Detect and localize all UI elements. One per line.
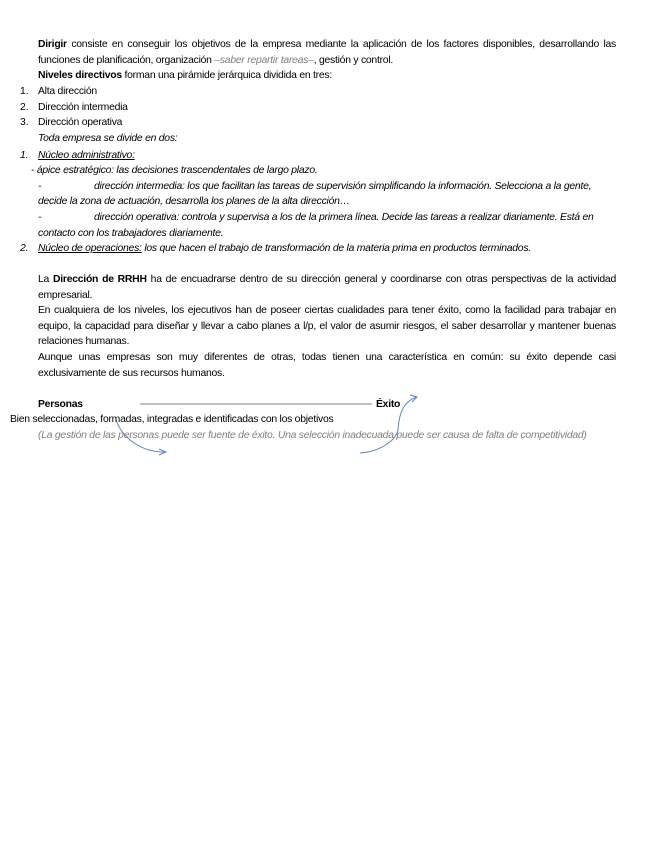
apex-line: - ápice estratégico: las decisiones trascendentales de largo plazo. — [31, 165, 318, 176]
nucleo-admin-number: 1. — [20, 150, 29, 161]
exito-label: Éxito — [376, 399, 401, 410]
personas-subline: Bien seleccionadas, formadas, integradas e identificadas con los objetivos — [10, 414, 334, 425]
diagram-note: (La gestión de las personas puede ser fuente de éxito. Una selección inadecuada puede ser causa de falta de competitividad) — [38, 430, 587, 441]
level-number: 3. — [20, 117, 29, 128]
rrhh-paragraph-3: Aunque unas empresas son muy diferentes de otras, todas tienen una característica en común: su éxito depende casi exclusivamente de sus recursos humanos. — [38, 352, 616, 379]
nucleo-operaciones-title: Núcleo de operaciones: — [38, 243, 142, 254]
level-number: 2. — [20, 102, 29, 113]
nucleo-operaciones-number: 2. — [20, 243, 29, 254]
level-number: 1. — [20, 86, 29, 97]
intermedia-dash: - — [38, 181, 42, 192]
niveles-term: Niveles directivos — [38, 70, 122, 81]
nucleo-admin-title: Núcleo administrativo: — [38, 150, 135, 161]
nucleo-operaciones-text: los que hacen el trabajo de transformación de la materia prima en productos terminados. — [141, 243, 531, 254]
personas-label: Personas — [38, 399, 83, 410]
rrhh-p1-pre: La — [38, 274, 54, 285]
level-item: Dirección operativa — [38, 117, 123, 128]
dirigir-text: consiste en conseguir los objetivos de la empresa mediante la aplicación de los factores disponibles, desarrollando las funciones de planificación, organización — [38, 39, 616, 66]
operativa-line2: contacto con los trabajadores diariamente. — [38, 228, 224, 239]
rrhh-term: Dirección de RRHH — [53, 274, 147, 285]
dirigir-aside: –saber repartir tareas– — [214, 54, 314, 66]
rrhh-paragraph-2: En cualquiera de los niveles, los ejecutivos han de poseer ciertas cualidades para tener éxito, como la facilidad para trabajar en equipo, la capacidad para diseñar y llevar a cabo planes a l/p, el valor de asumir riesgos, el saber desarrollar y mantener buenas relaciones humanas. — [38, 305, 616, 348]
level-item: Alta dirección — [38, 86, 97, 97]
intermedia-line1: dirección intermedia: los que facilitan las tareas de supervisión simplificando la información. Selecciona a la gente, — [94, 181, 592, 192]
niveles-text: forman una pirámide jerárquica dividida en tres: — [121, 70, 332, 81]
operativa-line1: dirección operativa: controla y supervisa a los de la primera línea. Decide las tareas a realizar diariamente. Está en — [94, 212, 594, 223]
rrhh-p1-text: ha de encuadrarse dentro de su dirección general y coordinarse con otras perspectivas de la actividad empresarial. — [38, 274, 616, 301]
division-intro: Toda empresa se divide en dos: — [38, 133, 178, 144]
intermedia-line2: decide la zona de actuación, desarrolla los planes de la alta dirección… — [38, 196, 350, 207]
level-item: Dirección intermedia — [38, 102, 128, 113]
operativa-dash: - — [38, 212, 42, 223]
dirigir-term: Dirigir — [38, 39, 67, 50]
dirigir-tail: , gestión y control. — [313, 54, 394, 66]
